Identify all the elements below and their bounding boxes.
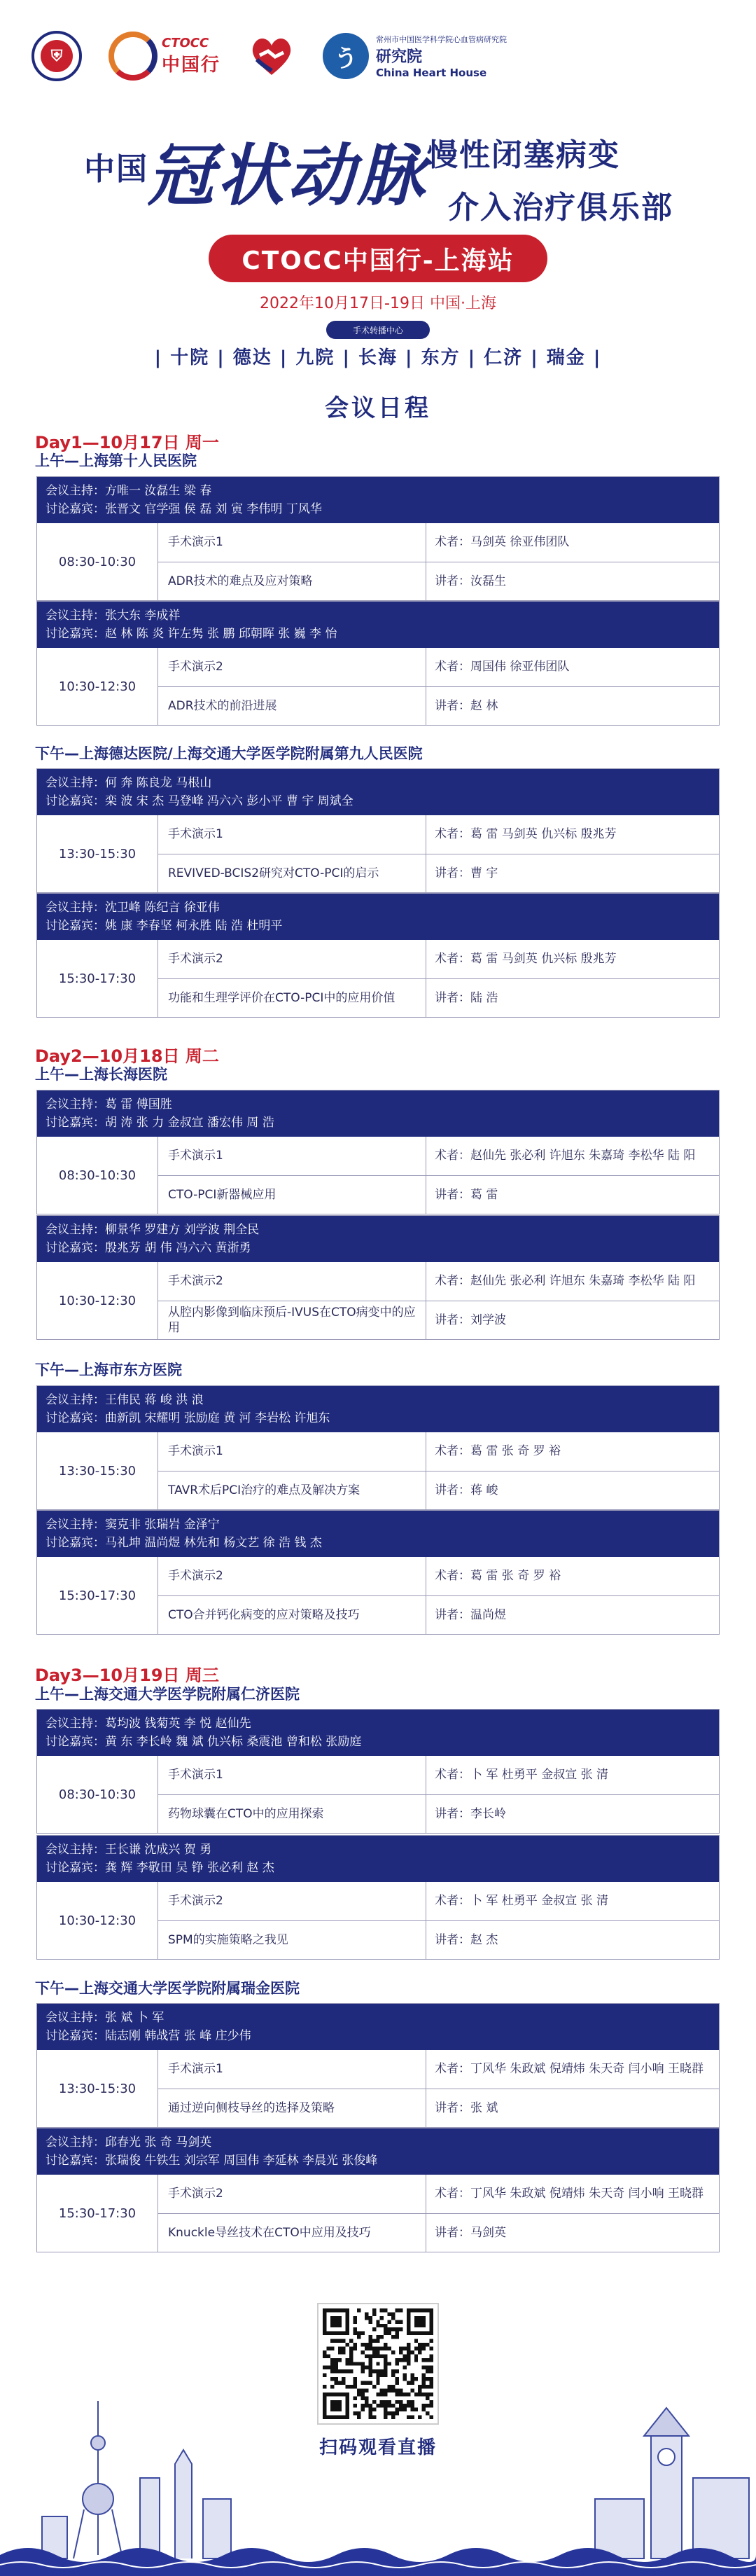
session-presenter (426, 940, 719, 978)
session-row (158, 854, 719, 893)
session-time: 10:30-12:30 (37, 1262, 158, 1339)
session-guests: 讨论嘉宾：张瑞俊 牛铁生 刘宗军 周国伟 李延林 李晨光 张俊峰 (46, 2154, 378, 2168)
half-day-venue: 上午—上海交通大学医学院附属仁济医院 (35, 1686, 300, 1703)
session-hosts: 会议主持：葛均波 钱菊英 李 悦 赵仙先 (46, 1717, 251, 1731)
title-part-club: 介入治疗俱乐部 (448, 190, 673, 226)
session-row (158, 2050, 719, 2089)
session-row (158, 1176, 719, 1214)
station-banner: CTOCC中国行-上海站 (209, 235, 547, 282)
session-presenter (426, 1756, 719, 1794)
session-table (36, 601, 720, 726)
ctocc-logo (108, 32, 220, 81)
center-tag: 手术转播中心 (326, 321, 430, 339)
presenter-names: 刘学波 (470, 1313, 506, 1327)
half-day-venue: 下午—上海市东方医院 (35, 1362, 182, 1378)
association-logo: ⛨ (31, 31, 82, 81)
schedule-title: 会议日程 (325, 394, 431, 422)
session-row (158, 1262, 719, 1301)
chh-english-text: China Heart House (376, 66, 487, 79)
session-rows (158, 815, 719, 892)
presenter-label: 术者： (435, 1894, 470, 1909)
session-topic: 手术演示1 (158, 1432, 426, 1471)
presenter-label: 讲者： (435, 1483, 470, 1497)
session-table (36, 768, 720, 893)
session-header (37, 1710, 719, 1756)
logo-bar (31, 28, 507, 84)
session-guests: 讨论嘉宾：张晋文 官学强 侯 磊 刘 寅 李伟明 丁风华 (46, 502, 322, 516)
session-guests: 讨论嘉宾：赵 林 陈 炎 许左隽 张 鹏 邱朝晖 张 巍 李 怡 (46, 627, 337, 641)
presenter-names: 葛 雷 马剑英 仇兴标 殷兆芳 (470, 952, 617, 967)
session-presenter (426, 1301, 719, 1340)
session-header (37, 1386, 719, 1432)
presenter-label: 讲者： (435, 866, 470, 880)
session-time: 10:30-12:30 (37, 648, 158, 725)
session-rows (158, 1756, 719, 1833)
session-table (36, 476, 720, 601)
presenter-label: 术者： (435, 2062, 470, 2077)
presenter-label: 讲者： (435, 1607, 470, 1622)
presenter-names: 赵仙先 张必利 许旭东 朱嘉琦 李松华 陆 阳 (470, 1149, 696, 1163)
session-header (37, 2128, 719, 2175)
chh-main-text: 研究院 (376, 48, 423, 66)
session-rows (158, 523, 719, 600)
presenter-names: 蒋 峻 (470, 1483, 498, 1497)
session-row (158, 2089, 719, 2128)
session-body (37, 523, 719, 600)
session-hosts: 会议主持：张 斌 卜 军 (46, 2011, 164, 2025)
session-body (37, 1262, 719, 1339)
qr-caption: 扫码观看直播 (318, 2437, 437, 2458)
presenter-names: 汝磊生 (470, 574, 506, 588)
session-row (158, 523, 719, 562)
session-row (158, 562, 719, 601)
session-row (158, 1882, 719, 1921)
session-row (158, 1795, 719, 1834)
title-part-coronary: 冠状动脉 (147, 136, 427, 215)
session-table (36, 1215, 720, 1340)
session-presenter (426, 562, 719, 601)
session-guests: 讨论嘉宾：龚 辉 李敬田 吴 铮 张必利 赵 杰 (46, 1861, 274, 1875)
session-topic: ADR技术的前沿进展 (158, 687, 426, 726)
presenter-names: 赵 杰 (470, 1932, 498, 1947)
session-row (158, 2175, 719, 2214)
presenter-label: 讲者： (435, 574, 470, 588)
presenter-label: 讲者： (435, 2100, 470, 2115)
session-table (36, 1835, 720, 1960)
session-time: 13:30-15:30 (37, 2050, 158, 2127)
presenter-label: 讲者： (435, 990, 470, 1005)
session-rows (158, 1262, 719, 1339)
session-table (36, 1709, 720, 1834)
session-rows (158, 2175, 719, 2252)
session-table (36, 1510, 720, 1635)
session-presenter (426, 1176, 719, 1214)
session-topic: 药物球囊在CTO中的应用探索 (158, 1795, 426, 1834)
session-time: 15:30-17:30 (37, 2175, 158, 2252)
session-hosts: 会议主持：王伟民 蒋 峻 洪 浪 (46, 1393, 204, 1407)
session-topic: 手术演示2 (158, 1557, 426, 1595)
session-rows (158, 1432, 719, 1509)
session-header (37, 1090, 719, 1137)
session-topic: SPM的实施策略之我见 (158, 1921, 426, 1960)
presenter-label: 讲者： (435, 2225, 470, 2240)
session-guests: 讨论嘉宾：曲新凯 宋耀明 张励庭 黄 河 李岩松 许旭东 (46, 1411, 330, 1425)
session-presenter (426, 854, 719, 893)
session-presenter (426, 1921, 719, 1960)
half-day-venue: 上午—上海第十人民医院 (35, 452, 197, 469)
session-hosts: 会议主持：何 奔 陈良龙 马根山 (46, 776, 212, 790)
session-presenter (426, 2214, 719, 2252)
hospital-list: | 十院 | 德达 | 九院 | 长海 | 东方 | 仁济 | 瑞金 | (154, 347, 602, 368)
session-time: 15:30-17:30 (37, 1557, 158, 1634)
title-part-cto: 慢性闭塞病变 (427, 137, 620, 173)
session-presenter (426, 979, 719, 1018)
session-rows (158, 1137, 719, 1214)
session-row (158, 648, 719, 687)
session-row (158, 1471, 719, 1510)
session-table (36, 1385, 720, 1510)
presenter-label: 讲者： (435, 698, 470, 713)
session-presenter (426, 1137, 719, 1175)
presenter-label: 讲者： (435, 1313, 470, 1327)
session-body (37, 815, 719, 892)
session-presenter (426, 1471, 719, 1510)
session-table (36, 893, 720, 1018)
presenter-names: 马剑英 (470, 2225, 506, 2240)
session-header (37, 1511, 719, 1557)
ctocc-logo-cn: 中国行 (162, 55, 221, 76)
session-presenter (426, 687, 719, 726)
session-header (37, 894, 719, 940)
session-hosts: 会议主持：葛 雷 傅国胜 (46, 1097, 172, 1112)
session-guests: 讨论嘉宾：陆志刚 韩战营 张 峰 庄少伟 (46, 2029, 251, 2043)
presenter-label: 讲者： (435, 1187, 470, 1202)
session-row (158, 815, 719, 854)
presenter-names: 周国伟 徐亚伟团队 (470, 660, 570, 674)
session-topic: REVIVED-BCIS2研究对CTO-PCI的启示 (158, 854, 426, 893)
session-topic: TAVR术后PCI治疗的难点及解决方案 (158, 1471, 426, 1510)
session-presenter (426, 2175, 719, 2213)
session-body (37, 1756, 719, 1833)
presenter-names: 张 斌 (470, 2100, 498, 2115)
presenter-label: 术者： (435, 1149, 470, 1163)
session-topic: 手术演示2 (158, 940, 426, 978)
presenter-names: 马剑英 徐亚伟团队 (470, 535, 570, 550)
session-rows (158, 1557, 719, 1634)
presenter-label: 术者： (435, 952, 470, 967)
session-body (37, 1137, 719, 1214)
session-hosts: 会议主持：方唯一 汝磊生 梁 春 (46, 484, 212, 498)
session-topic: 功能和生理学评价在CTO-PCI中的应用价值 (158, 979, 426, 1018)
session-rows (158, 940, 719, 1017)
session-header (37, 602, 719, 648)
session-topic: 从腔内影像到临床预后-IVUS在CTO病变中的应用 (158, 1301, 426, 1340)
session-hosts: 会议主持：柳景华 罗建方 刘学波 荆全民 (46, 1223, 260, 1237)
session-presenter (426, 1557, 719, 1595)
session-topic: 手术演示2 (158, 1262, 426, 1301)
presenter-names: 卜 军 杜勇平 金叔宣 张 清 (470, 1894, 609, 1909)
session-table (36, 2003, 720, 2128)
session-rows (158, 1882, 719, 1959)
session-body (37, 1432, 719, 1509)
session-guests: 讨论嘉宾：黄 东 李长岭 魏 斌 仇兴标 桑震池 曾和松 张励庭 (46, 1735, 362, 1749)
session-body (37, 1882, 719, 1959)
event-title (0, 123, 756, 242)
session-topic: 手术演示1 (158, 2050, 426, 2089)
presenter-names: 陆 浩 (470, 990, 498, 1005)
session-header (37, 1216, 719, 1262)
session-presenter (426, 2089, 719, 2128)
presenter-names: 温尚煜 (470, 1607, 506, 1622)
half-day-venue: 下午—上海德达医院/上海交通大学医学院附属第九人民医院 (35, 745, 423, 762)
china-heart-house-logo: う 常州市中国医学科学院心血管病研究院 研究院 China Heart House (323, 33, 507, 79)
session-topic: 手术演示1 (158, 523, 426, 562)
session-header (37, 1836, 719, 1882)
session-presenter (426, 1795, 719, 1834)
presenter-names: 卜 军 杜勇平 金叔宣 张 清 (470, 1768, 609, 1782)
session-rows (158, 648, 719, 725)
session-guests: 讨论嘉宾：栾 波 宋 杰 马登峰 冯六六 彭小平 曹 宇 周斌全 (46, 794, 354, 808)
session-body (37, 1557, 719, 1634)
session-body (37, 2050, 719, 2127)
session-row (158, 1596, 719, 1635)
session-table (36, 1090, 720, 1214)
session-header (37, 2004, 719, 2050)
session-presenter (426, 523, 719, 562)
title-part-china: 中国 (84, 151, 148, 187)
session-topic: 通过逆向侧枝导丝的选择及策略 (158, 2089, 426, 2128)
session-topic: CTO合并钙化病变的应对策略及技巧 (158, 1596, 426, 1635)
shanghai-skyline-decoration (0, 2394, 756, 2576)
session-row (158, 1557, 719, 1596)
session-row (158, 1301, 719, 1340)
session-topic: 手术演示1 (158, 815, 426, 854)
presenter-label: 术者： (435, 2187, 470, 2201)
presenter-label: 术者： (435, 827, 470, 842)
presenter-names: 赵仙先 张必利 许旭东 朱嘉琦 李松华 陆 阳 (470, 1274, 696, 1289)
chh-small-text: 常州市中国医学科学院心血管病研究院 (376, 34, 507, 44)
presenter-label: 术者： (435, 660, 470, 674)
session-time: 10:30-12:30 (37, 1882, 158, 1959)
session-presenter (426, 815, 719, 854)
session-presenter (426, 1262, 719, 1301)
session-guests: 讨论嘉宾：姚 康 李春坚 柯永胜 陆 浩 杜明平 (46, 919, 283, 933)
session-body (37, 648, 719, 725)
presenter-names: 葛 雷 (470, 1187, 498, 1202)
day-title: Day1—10月17日 周一 (35, 433, 219, 452)
session-time: 13:30-15:30 (37, 1432, 158, 1509)
session-hosts: 会议主持：邱春光 张 奇 马剑英 (46, 2135, 212, 2149)
session-guests: 讨论嘉宾：胡 涛 张 力 金叔宣 潘宏伟 周 浩 (46, 1116, 274, 1130)
half-day-venue: 下午—上海交通大学医学院附属瑞金医院 (35, 1980, 300, 1997)
session-presenter (426, 2050, 719, 2089)
session-rows (158, 2050, 719, 2127)
session-row (158, 1756, 719, 1795)
presenter-label: 术者： (435, 1569, 470, 1584)
session-body (37, 2175, 719, 2252)
day-title: Day3—10月19日 周三 (35, 1666, 219, 1685)
session-topic: 手术演示2 (158, 648, 426, 686)
presenter-names: 葛 雷 马剑英 仇兴标 殷兆芳 (470, 827, 617, 842)
presenter-names: 李长岭 (470, 1806, 506, 1821)
presenter-names: 葛 雷 张 奇 罗 裕 (470, 1444, 561, 1459)
presenter-names: 丁风华 朱政斌 倪靖炜 朱天奇 闫小响 王晓群 (470, 2062, 704, 2077)
session-hosts: 会议主持：窦克非 张瑞岩 金泽宁 (46, 1518, 220, 1532)
presenter-names: 赵 林 (470, 698, 498, 713)
session-topic: ADR技术的难点及应对策略 (158, 562, 426, 601)
session-time: 15:30-17:30 (37, 940, 158, 1017)
session-presenter (426, 1432, 719, 1471)
session-topic: CTO-PCI新器械应用 (158, 1176, 426, 1214)
session-topic: 手术演示1 (158, 1756, 426, 1794)
presenter-label: 术者： (435, 1768, 470, 1782)
session-time: 13:30-15:30 (37, 815, 158, 892)
session-time: 08:30-10:30 (37, 1137, 158, 1214)
presenter-label: 术者： (435, 1274, 470, 1289)
session-row (158, 1921, 719, 1960)
session-presenter (426, 1596, 719, 1635)
half-day-venue: 上午—上海长海医院 (35, 1066, 167, 1083)
session-presenter (426, 1882, 719, 1920)
session-row (158, 1137, 719, 1176)
session-hosts: 会议主持：张大东 李成祥 (46, 609, 181, 623)
presenter-label: 讲者： (435, 1932, 470, 1947)
session-header (37, 769, 719, 815)
session-row (158, 940, 719, 979)
session-body (37, 940, 719, 1017)
presenter-names: 丁风华 朱政斌 倪靖炜 朱天奇 闫小响 王晓群 (470, 2187, 704, 2201)
session-topic: Knuckle导丝技术在CTO中应用及技巧 (158, 2214, 426, 2252)
session-row (158, 2214, 719, 2252)
presenter-label: 术者： (435, 535, 470, 550)
session-topic: 手术演示2 (158, 2175, 426, 2213)
session-hosts: 会议主持：王长谦 沈成兴 贺 勇 (46, 1843, 212, 1857)
session-guests: 讨论嘉宾：殷兆芳 胡 伟 冯六六 黄浙勇 (46, 1241, 251, 1255)
session-guests: 讨论嘉宾：马礼坤 温尚煜 林先和 杨文艺 徐 浩 钱 杰 (46, 1536, 322, 1550)
date-place: 2022年10月17日-19日 中国·上海 (260, 295, 496, 312)
session-header (37, 477, 719, 523)
ctocc-logo-text: CTOCC (162, 36, 209, 50)
session-time: 08:30-10:30 (37, 1756, 158, 1833)
session-row (158, 687, 719, 726)
heart-handshake-logo (247, 32, 296, 81)
session-topic: 手术演示1 (158, 1137, 426, 1175)
session-row (158, 979, 719, 1018)
presenter-names: 曹 宇 (470, 866, 498, 880)
presenter-label: 讲者： (435, 1806, 470, 1821)
session-row (158, 1432, 719, 1471)
session-hosts: 会议主持：沈卫峰 陈纪言 徐亚伟 (46, 901, 220, 915)
session-time: 08:30-10:30 (37, 523, 158, 600)
session-table (36, 2128, 720, 2252)
presenter-label: 术者： (435, 1444, 470, 1459)
session-presenter (426, 648, 719, 686)
presenter-names: 葛 雷 张 奇 罗 裕 (470, 1569, 561, 1584)
day-title: Day2—10月18日 周二 (35, 1046, 219, 1066)
session-topic: 手术演示2 (158, 1882, 426, 1920)
